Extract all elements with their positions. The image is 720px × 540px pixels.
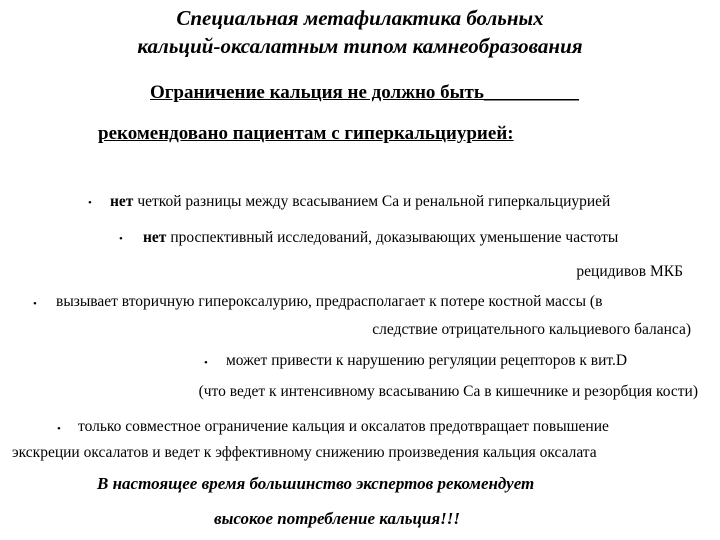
bullet-item-5: только совместное ограничение кальция и оксалатов предотвращает повышение (78, 418, 609, 435)
conclusion-line-1: В настоящее время большинство экспертов рекомендует (97, 474, 535, 493)
conclusion-line-2: высокое потребление кальция!!! (214, 509, 460, 528)
bullet-marker: • (119, 233, 123, 245)
bullet-text: четкой разницы между всасыванием Ca и ренальной гиперкальциурией (133, 193, 611, 210)
bullet-item-1 (110, 193, 610, 211)
bullet-bold-word: нет (110, 193, 134, 210)
bullet-bold-word: нет (143, 229, 167, 246)
bullet-item-3-continuation: следствие отрицательного кальциевого баланса) (372, 321, 691, 338)
subtitle-line-2: рекомендовано пациентам с гиперкальциурией: (98, 123, 514, 144)
bullet-item-3: вызывает вторичную гипероксалурию, предрасполагает к потере костной массы (в (56, 293, 603, 310)
bullet-item-5-continuation: экскреции оксалатов и ведет к эффективному снижению произведения кальция оксалата (12, 444, 597, 461)
bullet-marker: • (33, 298, 37, 310)
page-title-line-2: кальций-оксалатным типом камнеобразования (137, 34, 583, 58)
bullet-marker: • (88, 197, 92, 209)
subtitle-line-1: Ограничение кальция не должно быть__________ (150, 82, 579, 103)
bullet-item-4-continuation: (что ведет к интенсивному всасыванию Ca в кишечнике и резорбция кости) (198, 383, 698, 400)
bullet-item-4: может привести к нарушению регуляции рецепторов к вит.D (226, 352, 628, 369)
bullet-item-2 (143, 229, 618, 247)
bullet-item-2-continuation: рецидивов МКБ (576, 263, 683, 280)
bullet-text: проспективный исследований, доказывающих уменьшение частоты (166, 229, 619, 246)
bullet-marker: • (57, 423, 61, 435)
bullet-marker: • (204, 357, 208, 369)
page-title-line-1: Специальная метафилактика больных (176, 6, 544, 30)
